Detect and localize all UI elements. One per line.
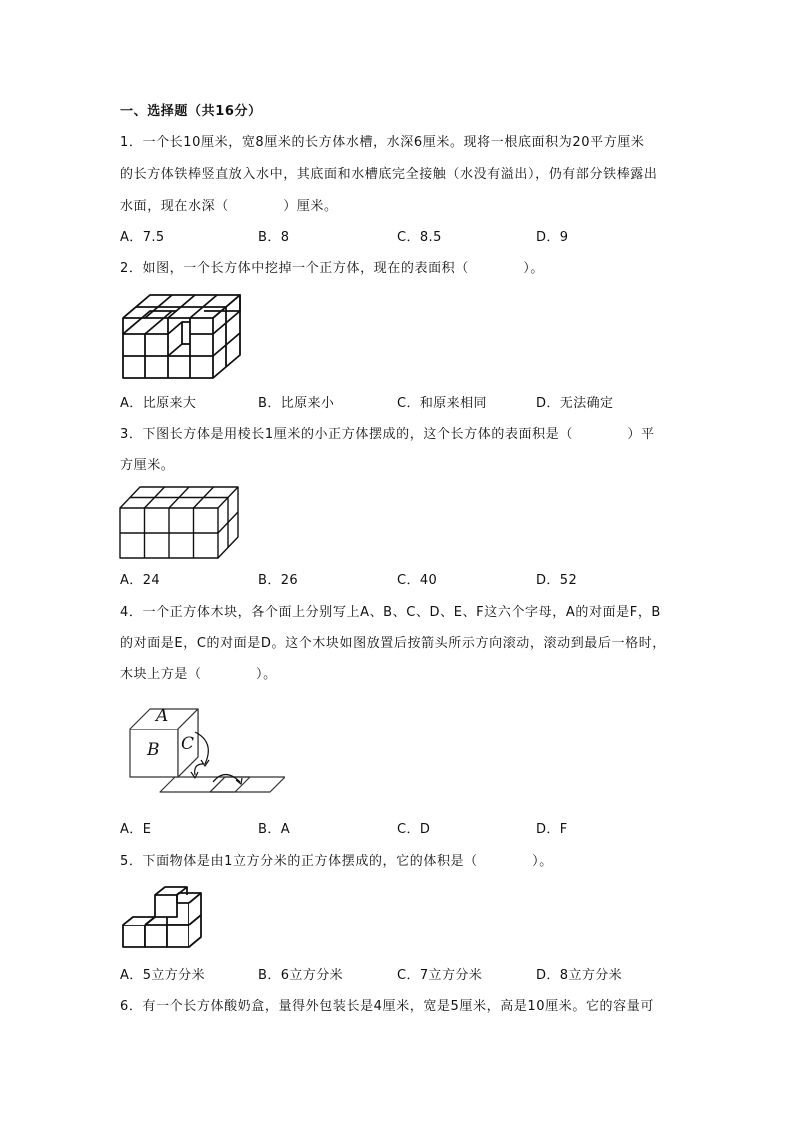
q4-figure-label-b: B [147, 740, 160, 760]
q2-option-b[interactable]: B．比原来小 [258, 396, 335, 411]
q4-line-3: 木块上方是（ ）。 [120, 667, 277, 682]
q1-option-b[interactable]: B．8 [258, 230, 290, 245]
section-title: 一、选择题（共16分） [120, 104, 262, 119]
q3-option-c[interactable]: C．40 [397, 573, 438, 588]
q4-line-2: 的对面是E，C的对面是D。这个木块如图放置后按箭头所示方向滚动，滚动到最后一格时， [120, 636, 666, 651]
q1-option-c[interactable]: C．8.5 [397, 230, 442, 245]
q5-line-1: 5．下面物体是由1立方分米的正方体摆成的，它的体积是（ ）。 [120, 854, 553, 869]
q2-option-d[interactable]: D．无法确定 [536, 396, 614, 411]
q4-line-1: 4．一个正方体木块，各个面上分别写上A、B、C、D、E、F这六个字母，A的对面是F，B [120, 605, 661, 620]
q2-figure-cuboid-with-cube-removed [118, 290, 248, 384]
q1-line-2: 的长方体铁棒竖直放入水中，其底面和水槽底完全接触（水没有溢出），仍有部分铁棒露出 [120, 167, 658, 182]
q2-line-1: 2．如图，一个长方体中挖掉一个正方体，现在的表面积（ ）。 [120, 261, 544, 276]
q3-line-1: 3．下图长方体是用棱长1厘米的小正方体摆成的，这个长方体的表面积是（ ）平 [120, 427, 655, 442]
q1-option-a[interactable]: A．7.5 [120, 230, 165, 245]
q3-figure-cuboid-of-unit-cubes [118, 484, 244, 562]
q3-option-a[interactable]: A．24 [120, 573, 161, 588]
q5-figure-stacked-cubes [120, 886, 212, 950]
q4-option-a[interactable]: A．E [120, 822, 152, 837]
q5-option-b[interactable]: B．6立方分米 [258, 968, 343, 983]
q1-option-d[interactable]: D．9 [536, 230, 569, 245]
q3-option-b[interactable]: B．26 [258, 573, 299, 588]
q6-line-1: 6．有一个长方体酸奶盒，量得外包装长是4厘米，宽是5厘米，高是10厘米。它的容量可 [120, 999, 654, 1014]
q4-figure-label-a: A [156, 706, 169, 726]
q2-option-a[interactable]: A．比原来大 [120, 396, 197, 411]
q3-line-2: 方厘米。 [120, 458, 175, 473]
q1-line-3: 水面，现在水深（ ）厘米。 [120, 199, 338, 214]
q5-option-c[interactable]: C．7立方分米 [397, 968, 483, 983]
q5-option-a[interactable]: A．5立方分米 [120, 968, 205, 983]
q4-option-c[interactable]: C．D [397, 822, 431, 837]
q4-option-d[interactable]: D．F [536, 822, 568, 837]
q4-figure-rolling-cube [125, 702, 285, 802]
q4-option-b[interactable]: B．A [258, 822, 291, 837]
q2-option-c[interactable]: C．和原来相同 [397, 396, 487, 411]
q4-figure-label-c: C [181, 734, 195, 754]
q5-option-d[interactable]: D．8立方分米 [536, 968, 623, 983]
q3-option-d[interactable]: D．52 [536, 573, 578, 588]
q1-line-1: 1．一个长10厘米，宽8厘米的长方体水槽，水深6厘米。现将一根底面积为20平方厘米 [120, 135, 645, 150]
